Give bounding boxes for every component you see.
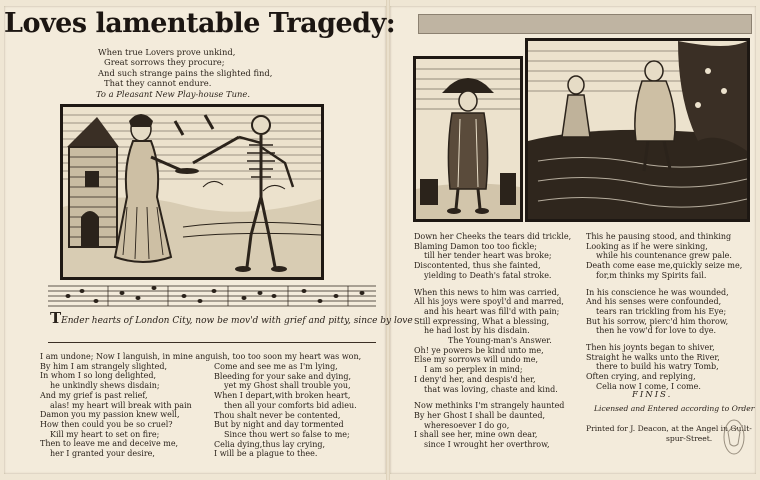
ballad-title: Loves lamentable Tragedy:: [4, 8, 396, 39]
imprint-line: spur-Street.: [666, 433, 713, 443]
verse-line: I am so perplex in mind;: [424, 365, 523, 375]
woodcut-young-man: [413, 56, 523, 222]
verse-line: Death come ease me,quickly seize me,: [586, 261, 743, 271]
verse-line: When I depart,with broken heart,: [214, 391, 351, 401]
verse-line: wheresoever I do go,: [424, 420, 510, 430]
intro-line: That they cannot endure.: [104, 78, 212, 89]
verse-line: This he pausing stood, and thinking: [586, 232, 732, 241]
verse-line: Else my sorrows will undo me,: [414, 355, 539, 365]
music-staff: [48, 283, 376, 307]
library-stamp-icon: [722, 418, 746, 456]
verse-line: alas! my heart will break with pain: [50, 400, 192, 410]
verse-line: while his countenance grew pale.: [596, 251, 732, 261]
verse-line: In his conscience he was wounded,: [586, 287, 729, 297]
section-rule: [48, 342, 376, 343]
first-line-text: Ender hearts of London City, now be mov'd with grief and pitty, since by love: [61, 316, 413, 326]
intro-line: When true Lovers prove unkind,: [98, 47, 236, 57]
verse-line: Still expressing, What a blessing,: [414, 316, 550, 326]
imprint-line: Printed for J. Deacon, at the Angel in Guilt-: [586, 424, 752, 433]
verse-line: I will be a plague to thee.: [214, 449, 318, 459]
verse-line: there to build his watry Tomb,: [596, 362, 719, 372]
verse-line: In whom I so long delighted,: [40, 371, 157, 381]
intro-line: And such strange pains the slighted find,: [98, 67, 273, 78]
verse-line: Oh! ye powers be kind unto me,: [414, 345, 544, 355]
verse-line: And my grief is past relief,: [40, 390, 148, 400]
verse-line: Straight he walks unto the River,: [586, 352, 720, 362]
finis-mark: FINIS.: [632, 390, 673, 400]
license-line: Licensed and Entered according to Order: [594, 404, 755, 413]
verse-line: yet my Ghost shall trouble you,: [224, 381, 351, 391]
verse-line: Damon you my passion knew well,: [40, 410, 180, 420]
verse-line: Looking as if he were sinking,: [586, 241, 708, 251]
verse-line: Since thou wert so false to me;: [224, 429, 350, 439]
verse-line: Come and see me as I'm lying,: [214, 362, 338, 371]
verse-line: But his sorrow, pierc'd him thorow,: [586, 316, 729, 326]
center-fold: [386, 0, 390, 480]
verse-line: he had lost by his disdain.: [424, 326, 530, 336]
verse-line: Blaming Damon too too fickle;: [414, 241, 537, 251]
verse-line: When this news to him was carried,: [414, 287, 560, 297]
verse-column-left-2: [214, 362, 357, 459]
verse-line: Celia now I come, I come.: [596, 381, 701, 391]
verse-line: and his heart was fill'd with pain;: [424, 306, 560, 316]
verse-line: But by night and day tormented: [214, 420, 344, 430]
verse-line: I am undone; Now I languish, in mine anguish, too too soon my heart was won,: [40, 352, 362, 361]
intro-verse: [98, 47, 272, 99]
verse-line: Now methinks I'm strangely haunted: [414, 401, 565, 411]
verse-line: All his joys were spoyl'd and marred,: [414, 297, 564, 307]
verse-line: I deny'd her, and despis'd her,: [414, 374, 536, 384]
woodcut-river-scene-illustration: [528, 41, 747, 219]
top-rule-bar: [418, 14, 752, 34]
verse-line: then he vow'd for love to dye.: [596, 326, 717, 336]
verse-line: tears ran trickling from his Eye;: [596, 306, 727, 316]
verse-line: How then could you be so cruel?: [40, 419, 173, 429]
verse-line: her I granted your desire,: [50, 449, 155, 459]
verse-line: yielding to Death's fatal stroke.: [424, 270, 552, 280]
verse-line: Then to leave me and deceive me,: [40, 439, 179, 449]
woodcut-river-scene: [525, 38, 750, 222]
verse-line: I shall see her, mine own dear,: [414, 430, 538, 440]
verse-line: Celia dying,thus lay crying,: [214, 439, 326, 449]
intro-line: Great sorrows they procure;: [104, 57, 225, 68]
verse-line: that was loving, chaste and kind.: [424, 384, 558, 394]
verse-line: Discontented, thus she fainted,: [414, 261, 541, 271]
first-line: [50, 309, 413, 327]
answer-heading: The Young-man's Answer.: [448, 336, 552, 346]
verse-column-right-2: [586, 232, 742, 392]
drop-cap: T: [50, 309, 62, 327]
verse-line: Down her Cheeks the tears did trickle,: [414, 232, 572, 241]
verse-line: By her Ghost I shall be daunted,: [414, 410, 546, 420]
verse-line: Thou shalt never be contented,: [214, 410, 341, 420]
verse-line: then all your comforts bid adieu.: [224, 400, 357, 410]
verse-line: Then his joynts began to shiver,: [586, 343, 715, 353]
woodcut-lady-and-death: [60, 104, 324, 280]
woodcut-lady-and-death-illustration: [63, 107, 321, 277]
verse-line: he unkindly shews disdain;: [50, 381, 160, 391]
verse-line: till her tender heart was broke;: [424, 251, 552, 261]
verse-line: since I wrought her overthrow,: [424, 440, 550, 450]
verse-column-right-1: [414, 232, 571, 450]
verse-line: for,m thinks my Spirits fail.: [596, 270, 707, 280]
tune-line: To a Pleasant New Play-house Tune.: [96, 88, 250, 99]
verse-line: And his senses were confounded,: [586, 297, 722, 307]
woodcut-young-man-illustration: [416, 59, 520, 219]
verse-line: Kill my heart to set on fire;: [50, 429, 160, 439]
verse-line: Often crying, and replying,: [586, 372, 696, 382]
verse-line: Bleeding for your sake and dying,: [214, 371, 352, 381]
verse-line: By him I am strangely slighted,: [40, 361, 168, 371]
